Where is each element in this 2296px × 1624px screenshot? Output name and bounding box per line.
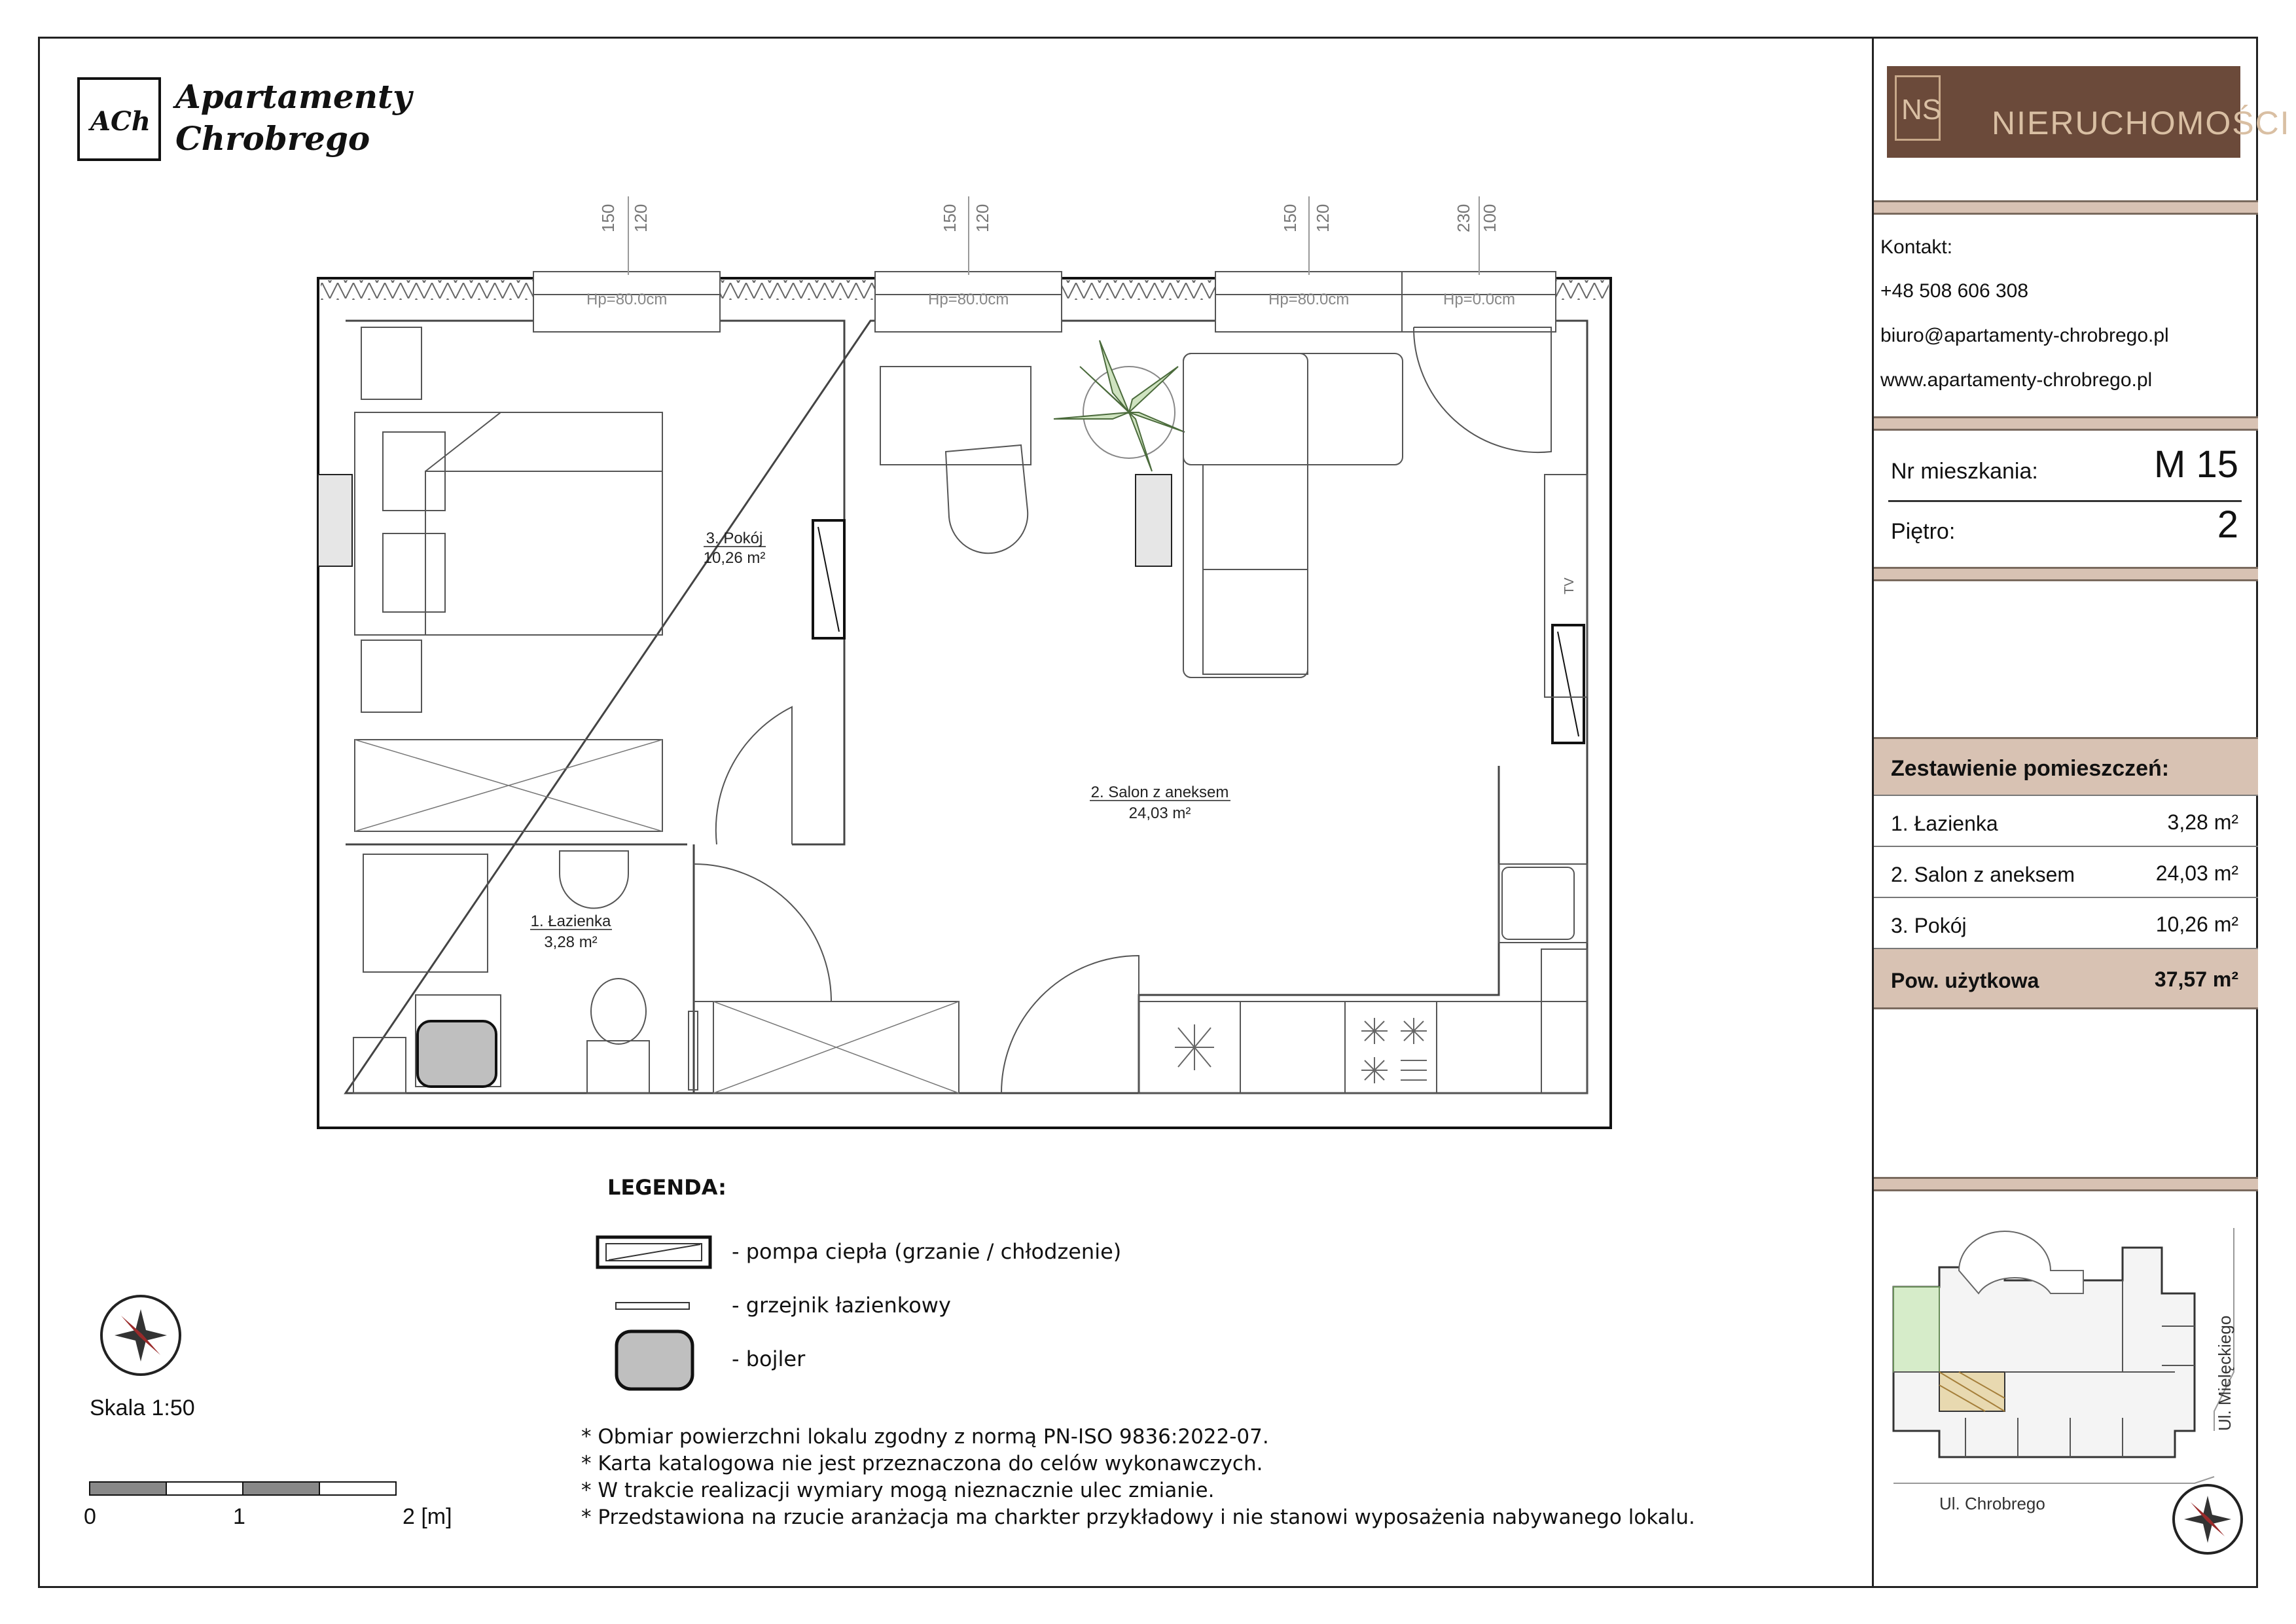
scale-tick-1: 1 <box>233 1504 245 1529</box>
bathroom-fixtures <box>353 851 698 1093</box>
logo-box <box>77 77 161 161</box>
contact-heading: Kontakt: <box>1880 236 1953 258</box>
room-area-lazienka: 3,28 m² <box>544 933 598 951</box>
note-2: * Karta katalogowa nie jest przeznaczona do celów wykonawczych. <box>581 1452 1263 1475</box>
street-bottom: Ul. Chrobrego <box>1939 1494 2045 1513</box>
plant <box>1054 340 1185 471</box>
street-right: Ul. Mielęckiego <box>2215 1315 2234 1431</box>
apartment-number-label: Nr mieszkania: <box>1891 459 2038 484</box>
window-h-4a: 230 <box>1454 204 1473 232</box>
fridge-x <box>713 1001 959 1093</box>
legend-towel-rail: - grzejnik łazienkowy <box>732 1293 951 1318</box>
kitchen-wall <box>1139 766 1499 1093</box>
window-hp-1: Hp=80.0cm <box>586 291 668 308</box>
room-area-salon: 24,03 m² <box>1128 804 1191 822</box>
window-h-3a: 150 <box>1280 204 1300 232</box>
room-total-row <box>1874 949 2258 1009</box>
room-row-3-name: 3. Pokój <box>1891 914 1967 937</box>
window-h-1b: 120 <box>631 204 651 232</box>
separator-4 <box>1874 1177 2258 1191</box>
room-row-1-name: 1. Łazienka <box>1891 812 1998 835</box>
desk <box>880 367 1031 465</box>
note-1: * Obmiar powierzchni lokalu zgodny z normą PN-ISO 9836:2022-07. <box>581 1425 1269 1449</box>
logo-mark: ACh <box>90 106 151 137</box>
scale-tick-2: 2 [m] <box>403 1504 452 1529</box>
room-total-value: 37,57 m² <box>2154 967 2238 991</box>
stove <box>1175 1018 1427 1083</box>
separator-2 <box>1874 416 2258 431</box>
floor-plan <box>308 183 1623 1146</box>
legend-heat-pump-icon <box>596 1234 713 1273</box>
scale-tick-0: 0 <box>84 1504 96 1529</box>
room-label-lazienka: 1. Łazienka <box>530 912 611 930</box>
info-sidebar <box>1872 37 2291 1588</box>
room-row-1 <box>1874 796 2258 847</box>
doors <box>694 327 1551 1093</box>
contact-phone[interactable]: +48 508 606 308 <box>1880 280 2029 302</box>
windows <box>533 272 1556 332</box>
room-total-label: Pow. użytkowa <box>1891 969 2039 992</box>
legend-boiler-icon <box>614 1329 696 1394</box>
contact-email[interactable]: biuro@apartamenty-chrobrego.pl <box>1880 325 2169 346</box>
desk-chair <box>946 445 1028 553</box>
room-label-pokoj: 3. Pokój <box>706 530 763 547</box>
agency-name: NIERUCHOMOŚCI <box>1992 105 2291 141</box>
window-hp-4: Hp=0.0cm <box>1443 291 1516 308</box>
boiler <box>418 1021 496 1087</box>
room-label-salon: 2. Salon z aneksem <box>1090 784 1229 801</box>
legend-boiler: - bojler <box>732 1346 806 1371</box>
separator-3 <box>1874 567 2258 581</box>
floor-value: 2 <box>2217 503 2238 546</box>
floor-label: Piętro: <box>1891 519 1956 544</box>
room-area-pokoj: 10,26 m² <box>703 549 766 567</box>
room-row-1-area: 3,28 m² <box>2167 810 2238 834</box>
window-h-4b: 100 <box>1480 204 1499 232</box>
window-h-3b: 120 <box>1313 204 1333 232</box>
sofa <box>1183 353 1403 677</box>
site-map <box>1887 1215 2253 1568</box>
room-row-2 <box>1874 847 2258 898</box>
scale-label: Skala 1:50 <box>90 1396 195 1420</box>
logo-line1: Apartamenty <box>175 77 412 116</box>
window-hp-3: Hp=80.0cm <box>1268 291 1350 308</box>
rooms-heading-text: Zestawienie pomieszczeń: <box>1891 756 2170 781</box>
window-hp-2: Hp=80.0cm <box>928 291 1009 308</box>
company-logo <box>77 77 418 162</box>
room-row-3 <box>1874 898 2258 949</box>
compass-icon <box>95 1290 187 1381</box>
bed <box>355 412 662 635</box>
scale-bar <box>88 1479 403 1499</box>
separator-1 <box>1874 200 2258 215</box>
logo-line2: Chrobrego <box>175 119 370 158</box>
legend-towel-rail-icon <box>614 1299 692 1312</box>
info-divider <box>1888 500 2242 502</box>
ac-unit-mid <box>1136 475 1172 566</box>
wardrobe-x <box>355 740 662 831</box>
note-3: * W trakcie realizacji wymiary mogą nieznacznie ulec zmianie. <box>581 1479 1215 1502</box>
site-compass-icon <box>2174 1485 2242 1553</box>
room-row-3-area: 10,26 m² <box>2155 912 2238 936</box>
ac-unit-left <box>318 475 352 566</box>
note-4: * Przedstawiona na rzucie aranżacja ma charkter przykładowy i nie stanowi wyposażenia nabywanego lokalu. <box>581 1506 1695 1529</box>
contact-website[interactable]: www.apartamenty-chrobrego.pl <box>1880 369 2153 391</box>
agency-mark: NS <box>1901 94 1942 126</box>
apartment-number-value: M 15 <box>2154 443 2238 486</box>
tv-label: TV <box>1562 577 1577 594</box>
room-row-2-name: 2. Salon z aneksem <box>1891 863 2075 886</box>
nightstand-2 <box>361 640 422 712</box>
window-h-2b: 120 <box>973 204 992 232</box>
heat-pump-units <box>813 520 1584 743</box>
agency-logo <box>1887 66 2291 158</box>
room-row-2-area: 24,03 m² <box>2155 861 2238 885</box>
rooms-heading <box>1874 737 2258 796</box>
nightstand-1 <box>361 327 422 399</box>
kitchen <box>1139 864 1587 1093</box>
interior-wall <box>346 321 1587 1093</box>
legend-heat-pump: - pompa ciepła (grzanie / chłodzenie) <box>732 1239 1122 1264</box>
window-h-2a: 150 <box>940 204 960 232</box>
legend-title: LEGENDA: <box>607 1175 726 1200</box>
plan-outer-wall <box>318 278 1611 1128</box>
window-h-1a: 150 <box>598 204 618 232</box>
